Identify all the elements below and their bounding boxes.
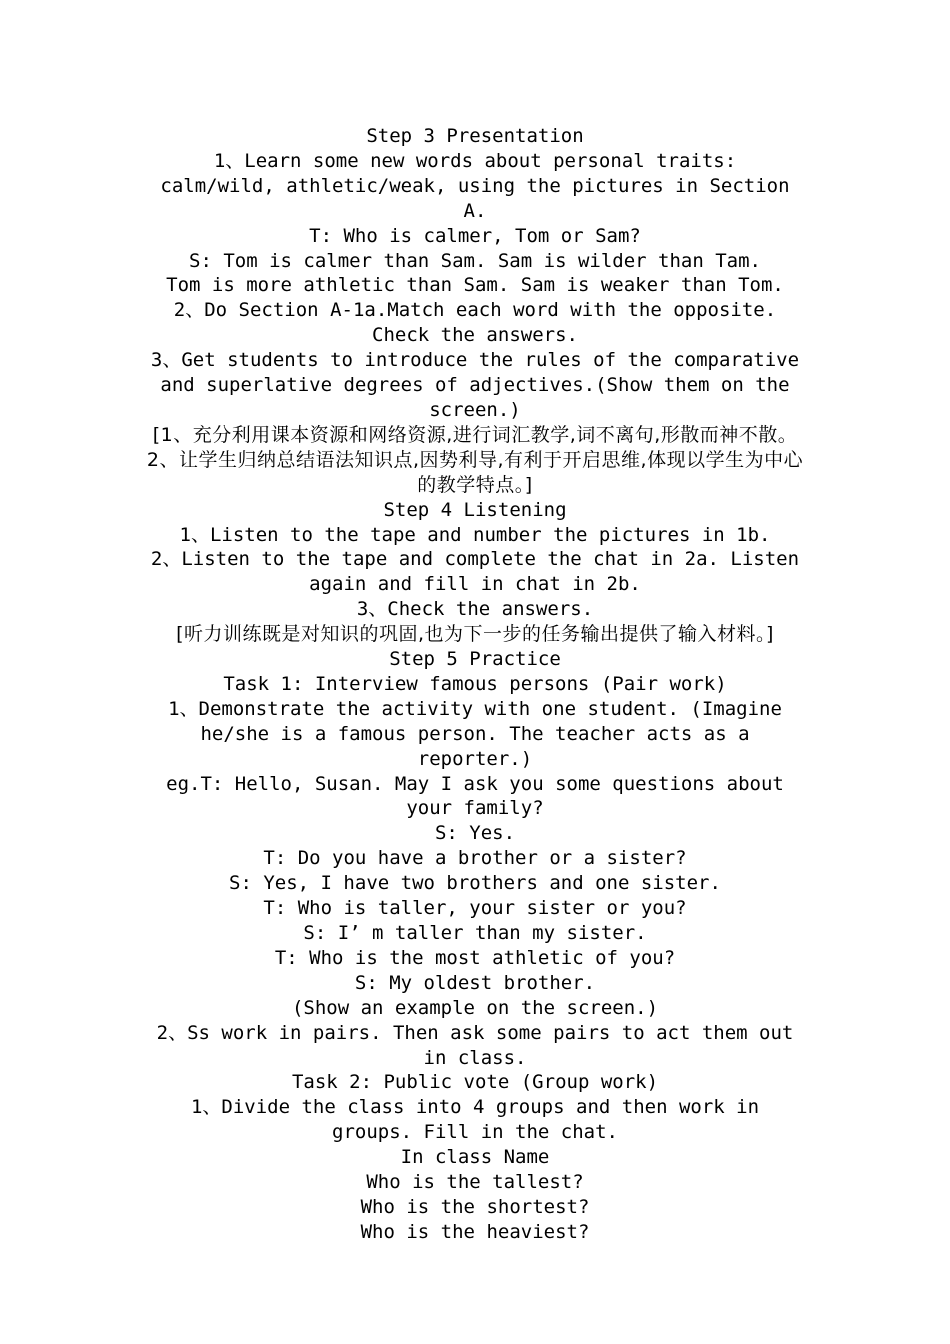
dialogue-line: S: My oldest brother. bbox=[354, 971, 596, 994]
dialogue-line: S: Yes, I have two brothers and one sister. bbox=[229, 872, 721, 895]
chat-row: Who is the heaviest? bbox=[360, 1220, 590, 1243]
task2-item-1: 1、Divide the class into 4 groups and then work in groups. Fill in the chat. bbox=[190, 1096, 760, 1144]
step4-heading: Step 4 Listening bbox=[383, 498, 567, 521]
teaching-note: [听力训练既是对知识的巩固,也为下一步的任务输出提供了输入材料。] bbox=[176, 623, 774, 646]
dialogue-line: S: I’ m taller than my sister. bbox=[303, 922, 647, 944]
dialogue-line: T: Do you have a brother or a sister? bbox=[263, 847, 687, 870]
teaching-note: [1、充分利用课本资源和网络资源,进行词汇教学,词不离句,形散而神不散。2、让学生归纳总结语法知识点,因势利导,有利于开启思维,体现以学生为中心的教学特点。] bbox=[146, 423, 804, 496]
step3-item-2: 2、Do Section A-1a.Match each word with the opposite. Check the answers. bbox=[173, 299, 777, 347]
chat-row: Who is the tallest? bbox=[366, 1171, 584, 1194]
example-line: eg.T: Hello, Susan. May I ask you some questions about your family? bbox=[166, 772, 784, 820]
task2-heading: Task 2: Public vote (Group work) bbox=[291, 1071, 659, 1094]
chat-row: Who is the shortest? bbox=[360, 1195, 590, 1218]
dialogue-line: T: Who is calmer, Tom or Sam? bbox=[309, 224, 641, 247]
step3-heading: Step 3 Presentation bbox=[366, 125, 584, 147]
task1-heading: Task 1: Interview famous persons (Pair work) bbox=[223, 672, 727, 695]
dialogue-line: S: Yes. bbox=[434, 822, 516, 845]
step3-item-1: 1、Learn some new words about personal traits: calm/wild, athletic/weak, using the pictures in Section A. bbox=[160, 149, 790, 222]
step4-item-3: 3、Check the answers. bbox=[356, 598, 594, 621]
note-line: (Show an example on the screen.) bbox=[291, 996, 659, 1019]
task1-item-1: 1、Demonstrate the activity with one student. (Imagine he/she is a famous person. The teacher acts as a reporter.) bbox=[168, 697, 782, 770]
dialogue-line: T: Who is the most athletic of you? bbox=[274, 946, 676, 969]
step5-heading: Step 5 Practice bbox=[389, 648, 561, 671]
step4-item-2: 2、Listen to the tape and complete the chat in 2a. Listen again and fill in chat in 2b. bbox=[150, 548, 800, 596]
step4-item-1: 1、Listen to the tape and number the pictures in 1b. bbox=[179, 523, 771, 546]
task1-item-2: 2、Ss work in pairs. Then ask some pairs to act them out in class. bbox=[156, 1021, 794, 1069]
chat-header: In class Name bbox=[400, 1146, 550, 1169]
dialogue-line: T: Who is taller, your sister or you? bbox=[263, 897, 687, 920]
dialogue-line: Tom is more athletic than Sam. Sam is weaker than Tom. bbox=[166, 274, 784, 297]
document-body bbox=[142, 124, 808, 1245]
dialogue-line: S: Tom is calmer than Sam. Sam is wilder than Tam. bbox=[189, 249, 761, 272]
step3-item-3: 3、Get students to introduce the rules of the comparative and superlative degrees of adjectives.(Show them on the screen.) bbox=[150, 349, 800, 421]
